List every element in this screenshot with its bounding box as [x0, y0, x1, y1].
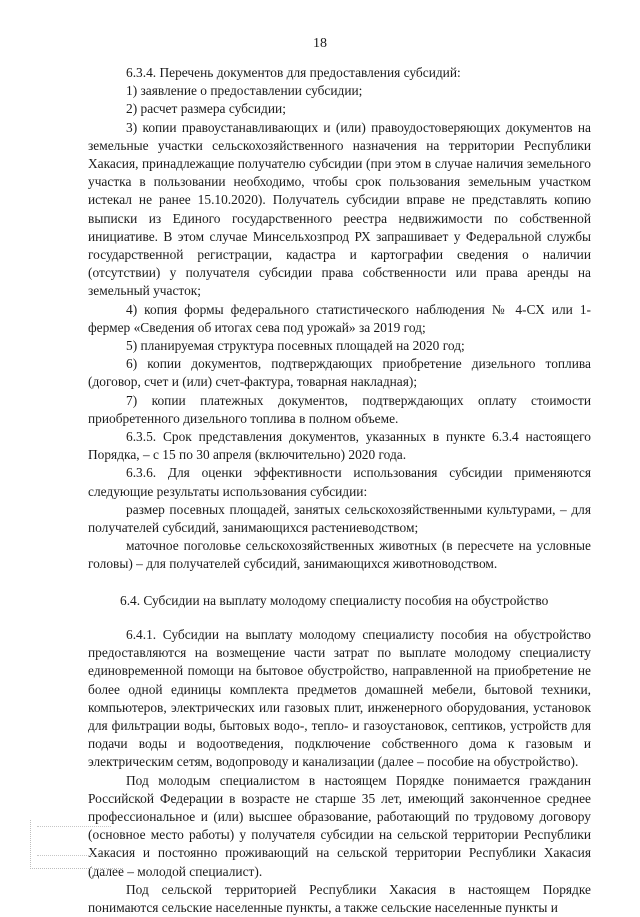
paragraph: 6) копии документов, подтверждающих приобретение дизельного топлива (договор, счет и (или) счет-фактура, товарная накладная); [88, 356, 591, 390]
paragraph: 2) расчет размера субсидии; [126, 101, 286, 117]
section-heading: 6.4. Субсидии на выплату молодому специалисту пособия на обустройство [120, 592, 549, 608]
paragraph: Под сельской территорией Республики Хакасия в настоящем Порядке понимаются сельские населенные пункты, а также сельские населенные пункты и [88, 881, 591, 915]
document-body [88, 64, 591, 917]
paragraph: маточное поголовье сельскохозяйственных животных (в пересчете на условные головы) – для получателей субсидий, занимающихся животноводством. [88, 538, 591, 572]
paragraph: 6.3.4. Перечень документов для предоставления субсидий: [126, 65, 461, 80]
paragraph: 1) заявление о предоставлении субсидии; [126, 83, 363, 99]
paragraph: 6.4.1. Субсидии на выплату молодому специалисту пособия на обустройство предоставляются на возмещение части затрат по выплате молодому специалисту единовременной помощи на бытовое обустройство, направленной на приобретение не более одной единицы комплекта предметов домашней мебели, бытовой техники, компьютеров, электрических или газовых плит, инженерного оборудования, установок для фильтрации воды, бытовых водо-, тепло- и газоустановок, септиков, устройств для подачи воды и водоотведения, подключение собственного дома к газовым и электрическим сетям, водопроводу и канализации (далее – пособие на обустройство). [88, 626, 591, 770]
paragraph: 3) копии правоустанавливающих и (или) правоудостоверяющих документов на земельные участки сельскохозяйственного назначения на территории Республики Хакасия, принадлежащие получателю субсидии (при этом в случае наличия земельного участка в пользовании необходимо, чтобы срок пользования земельным участком истекал не ранее 15.10.2020). Получатель субсидии вправе не представлять копию выписки из Единого государственного реестра недвижимости по собственной инициативе. В этом случае Минсельхозпрод РХ запрашивает у Федеральной службы государственной регистрации, кадастра и картографии сведения о наличии (отсутствии) у получателя субсидии права собственности или права аренды на земельный участок; [88, 119, 591, 299]
paragraph: 7) копии платежных документов, подтверждающих оплату стоимости приобретенного дизельного топлива в полном объеме. [88, 392, 591, 426]
paragraph: 4) копия формы федерального статистического наблюдения № 4-СХ или 1-фермер «Сведения об итогах сева под урожай» за 2019 год; [88, 301, 591, 335]
paragraph: Под молодым специалистом в настоящем Порядке понимается гражданин Российской Федерации в возрасте не старше 35 лет, имеющий законченное среднее профессиональное и (или) высшее образование, работающий по трудовому договору (основное место работы) у получателя субсидии на сельской территории Республики Хакасия и постоянно проживающий на сельской территории Республики Хакасия (далее – молодой специалист). [88, 772, 591, 879]
paragraph: 6.3.6. Для оценки эффективности использования субсидии применяются следующие результаты использования субсидии: [88, 465, 591, 499]
paragraph: размер посевных площадей, занятых сельскохозяйственными культурами, – для получателей субсидий, занимающихся растениеводством; [88, 501, 591, 536]
page-number: 18 [313, 36, 327, 51]
faint-stamp-mark [30, 820, 123, 869]
paragraph: 6.3.5. Срок представления документов, указанных в пункте 6.3.4 настоящего Порядка, – с 15 по 30 апреля (включительно) 2020 года. [88, 429, 591, 463]
paragraph: 5) планируемая структура посевных площадей на 2020 год; [126, 338, 465, 354]
